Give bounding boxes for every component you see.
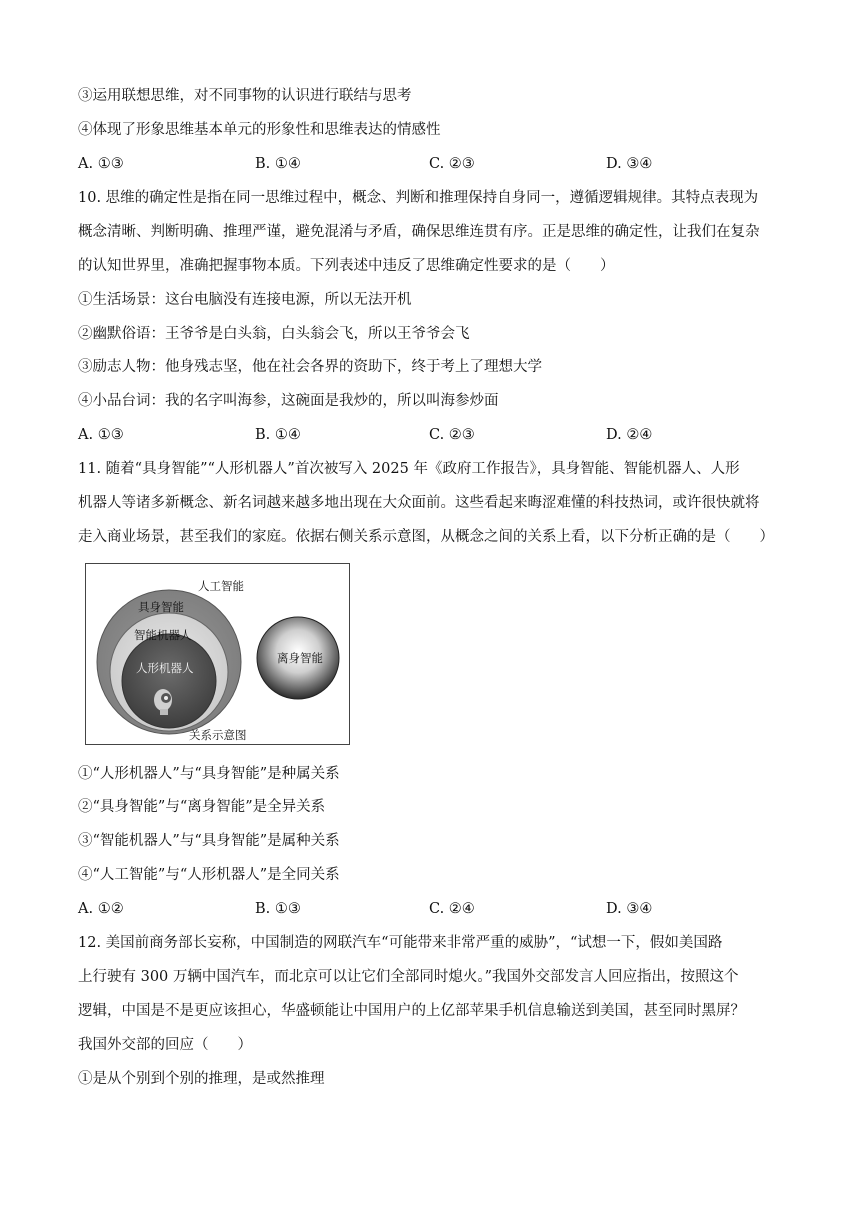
q9-option-a: A. ①③ [78, 156, 124, 172]
q11-item-2: ②“具身智能”与“离身智能”是全异关系 [78, 799, 326, 815]
q10-options [78, 425, 778, 445]
q11-item-1: ①“人形机器人”与“具身智能”是种属关系 [78, 766, 340, 782]
q10-stem-line-2: 概念清晰、判断明确、推理严谨，避免混淆与矛盾，确保思维连贯有序。正是思维的确定性，让我们在复杂 [78, 224, 760, 240]
outer-label: 人工智能 [198, 579, 244, 593]
relationship-diagram [85, 563, 350, 745]
q10-stem-line-1: 10. 思维的确定性是指在同一思维过程中，概念、判断和推理保持自身同一，遵循逻辑规律。其特点表现为 [78, 190, 759, 206]
q11-stem-line-1: 11. 随着“具身智能”“人形机器人”首次被写入 2025 年《政府工作报告》，具身智能、智能机器人、人形 [78, 461, 740, 477]
separate-label: 离身智能 [277, 651, 323, 665]
q12-stem-line-4: 我国外交部的回应（ ） [78, 1037, 252, 1053]
q10-option-b: B. ①④ [255, 427, 301, 443]
q10-item-4: ④小品台词：我的名字叫海参，这碗面是我炒的，所以叫海参炒面 [78, 393, 499, 409]
q11-stem-line-2: 机器人等诸多新概念、新名词越来越多地出现在大众面前。这些看起来晦涩难懂的科技热词，或许很快就将 [78, 495, 760, 511]
q10-item-3: ③励志人物：他身残志坚，他在社会各界的资助下，终于考上了理想大学 [78, 359, 542, 375]
humanoid-robot-circle [122, 634, 216, 728]
q9-option-d: D. ③④ [606, 156, 653, 172]
q11-options [78, 899, 778, 919]
q11-option-a: A. ①② [78, 901, 124, 917]
q11-option-d: D. ③④ [606, 901, 653, 917]
q10-stem-line-3: 的认知世界里，准确把握事物本质。下列表述中违反了思维确定性要求的是（ ） [78, 258, 615, 274]
ring3-label: 人形机器人 [136, 661, 194, 675]
q9-option-c: C. ②③ [429, 156, 475, 172]
q12-item-1: ①是从个别到个别的推理，是或然推理 [78, 1071, 325, 1087]
ring1-label: 具身智能 [138, 600, 184, 614]
q10-option-d: D. ②④ [606, 427, 653, 443]
q9-item-4: ④体现了形象思维基本单元的形象性和思维表达的情感性 [78, 122, 441, 138]
diagram-caption: 关系示意图 [189, 728, 247, 742]
q12-stem-line-1: 12. 美国前商务部长妄称，中国制造的网联汽车“可能带来非常严重的威胁”，“试想一下，假如美国路 [78, 935, 723, 951]
q10-option-c: C. ②③ [429, 427, 475, 443]
q12-stem-line-3: 逻辑，中国是不是更应该担心，华盛顿能让中国用户的上亿部苹果手机信息输送到美国，甚至同时黑屏？ [78, 1003, 745, 1019]
q11-stem-line-3: 走入商业场景，甚至我们的家庭。依据右侧关系示意图，从概念之间的关系上看，以下分析正确的是（ ） [78, 529, 774, 545]
q10-option-a: A. ①③ [78, 427, 124, 443]
q10-item-1: ①生活场景：这台电脑没有连接电源，所以无法开机 [78, 292, 412, 308]
q10-item-2: ②幽默俗语：王爷爷是白头翁，白头翁会飞，所以王爷爷会飞 [78, 326, 470, 342]
q11-option-b: B. ①③ [255, 901, 301, 917]
q11-option-c: C. ②④ [429, 901, 475, 917]
q11-item-4: ④“人工智能”与“人形机器人”是全同关系 [78, 867, 340, 883]
q9-options [78, 154, 778, 174]
q11-item-3: ③“智能机器人”与“具身智能”是属种关系 [78, 833, 340, 849]
q12-stem-line-2: 上行驶有 300 万辆中国汽车，而北京可以让它们全部同时熄火。”我国外交部发言人回应指出，按照这个 [78, 969, 739, 985]
q9-option-b: B. ①④ [255, 156, 301, 172]
q9-item-3: ③运用联想思维，对不同事物的认识进行联结与思考 [78, 88, 412, 104]
ring2-label: 智能机器人 [134, 628, 192, 642]
